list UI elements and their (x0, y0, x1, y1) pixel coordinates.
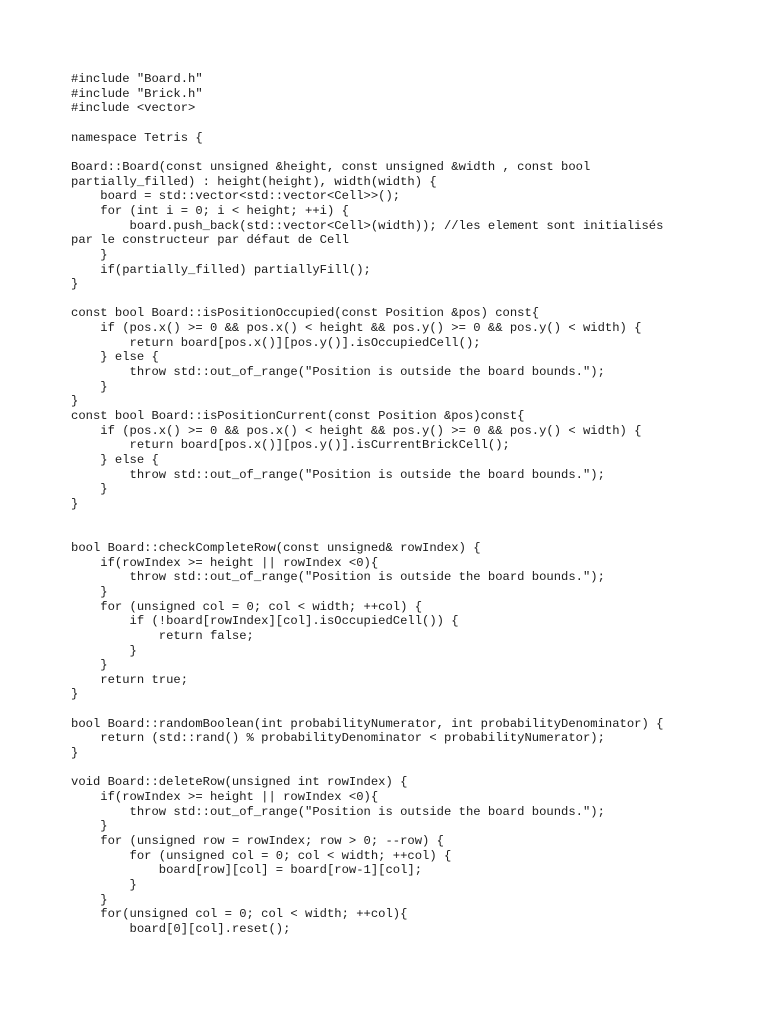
code-line: } (71, 277, 79, 292)
code-line: #include "Brick.h" (71, 86, 203, 101)
code-line: if(partially_filled) partiallyFill(); (71, 262, 371, 277)
code-line: for(unsigned col = 0; col < width; ++col){ (71, 907, 408, 922)
code-line: } (71, 584, 108, 599)
code-line: } (71, 482, 108, 497)
code-line: if (pos.x() >= 0 && pos.x() < height && pos.y() >= 0 && pos.y() < width) { (71, 321, 642, 336)
code-line: board[row][col] = board[row-1][col]; (71, 863, 423, 878)
code-block (71, 72, 731, 937)
code-line: return (std::rand() % probabilityDenominator < probabilityNumerator); (71, 731, 605, 746)
code-line: board[0][col].reset(); (71, 921, 291, 936)
code-line: throw std::out_of_range("Position is outside the board bounds."); (71, 804, 605, 819)
code-line: for (unsigned col = 0; col < width; ++col) { (71, 599, 423, 614)
code-line: } (71, 643, 137, 658)
code-line: throw std::out_of_range("Position is outside the board bounds."); (71, 570, 605, 585)
code-line: par le constructeur par défaut de Cell (71, 233, 349, 248)
code-line: for (unsigned col = 0; col < width; ++col) { (71, 848, 452, 863)
code-line: } (71, 247, 108, 262)
code-line: } (71, 658, 108, 673)
code-line: namespace Tetris { (71, 130, 203, 145)
code-line: const bool Board::isPositionCurrent(const Position &pos)const{ (71, 409, 525, 424)
code-line: const bool Board::isPositionOccupied(const Position &pos) const{ (71, 306, 540, 321)
code-line: } (71, 379, 108, 394)
code-line: } (71, 877, 137, 892)
code-line (71, 761, 731, 776)
code-line: #include "Board.h" (71, 72, 203, 86)
code-line: throw std::out_of_range("Position is outside the board bounds."); (71, 467, 605, 482)
code-line: for (unsigned row = rowIndex; row > 0; --row) { (71, 834, 444, 849)
code-line: } (71, 496, 79, 511)
code-line: } (71, 687, 79, 702)
code-line: Board::Board(const unsigned &height, const unsigned &width , const bool (71, 159, 591, 174)
code-line: } (71, 394, 79, 409)
code-line: bool Board::randomBoolean(int probabilityNumerator, int probabilityDenominator) { (71, 716, 664, 731)
code-line: return true; (71, 672, 189, 687)
code-line: if (pos.x() >= 0 && pos.x() < height && pos.y() >= 0 && pos.y() < width) { (71, 423, 642, 438)
code-line: bool Board::checkCompleteRow(const unsigned& rowIndex) { (71, 540, 481, 555)
code-line (71, 145, 731, 160)
code-line: } else { (71, 350, 159, 365)
code-line: return false; (71, 628, 254, 643)
code-line: } (71, 746, 79, 761)
code-line: partially_filled) : height(height), width(width) { (71, 174, 437, 189)
code-line: #include <vector> (71, 101, 196, 116)
code-line (71, 116, 731, 131)
code-line (71, 512, 731, 527)
code-line: if(rowIndex >= height || rowIndex <0){ (71, 790, 379, 805)
code-line: if (!board[rowIndex][col].isOccupiedCell()) { (71, 614, 459, 629)
code-line: for (int i = 0; i < height; ++i) { (71, 203, 349, 218)
code-line (71, 292, 731, 307)
code-line: throw std::out_of_range("Position is outside the board bounds."); (71, 365, 605, 380)
code-line: return board[pos.x()][pos.y()].isCurrentBrickCell(); (71, 438, 510, 453)
code-line (71, 702, 731, 717)
code-line: } else { (71, 453, 159, 468)
code-line: return board[pos.x()][pos.y()].isOccupiedCell(); (71, 335, 481, 350)
code-line: board = std::vector<std::vector<Cell>>(); (71, 189, 401, 204)
code-line: } (71, 819, 108, 834)
code-line: } (71, 892, 108, 907)
code-line (71, 526, 731, 541)
code-line: if(rowIndex >= height || rowIndex <0){ (71, 555, 379, 570)
code-line: board.push_back(std::vector<Cell>(width)); //les element sont initialisés (71, 218, 664, 233)
code-line: void Board::deleteRow(unsigned int rowIndex) { (71, 775, 408, 790)
